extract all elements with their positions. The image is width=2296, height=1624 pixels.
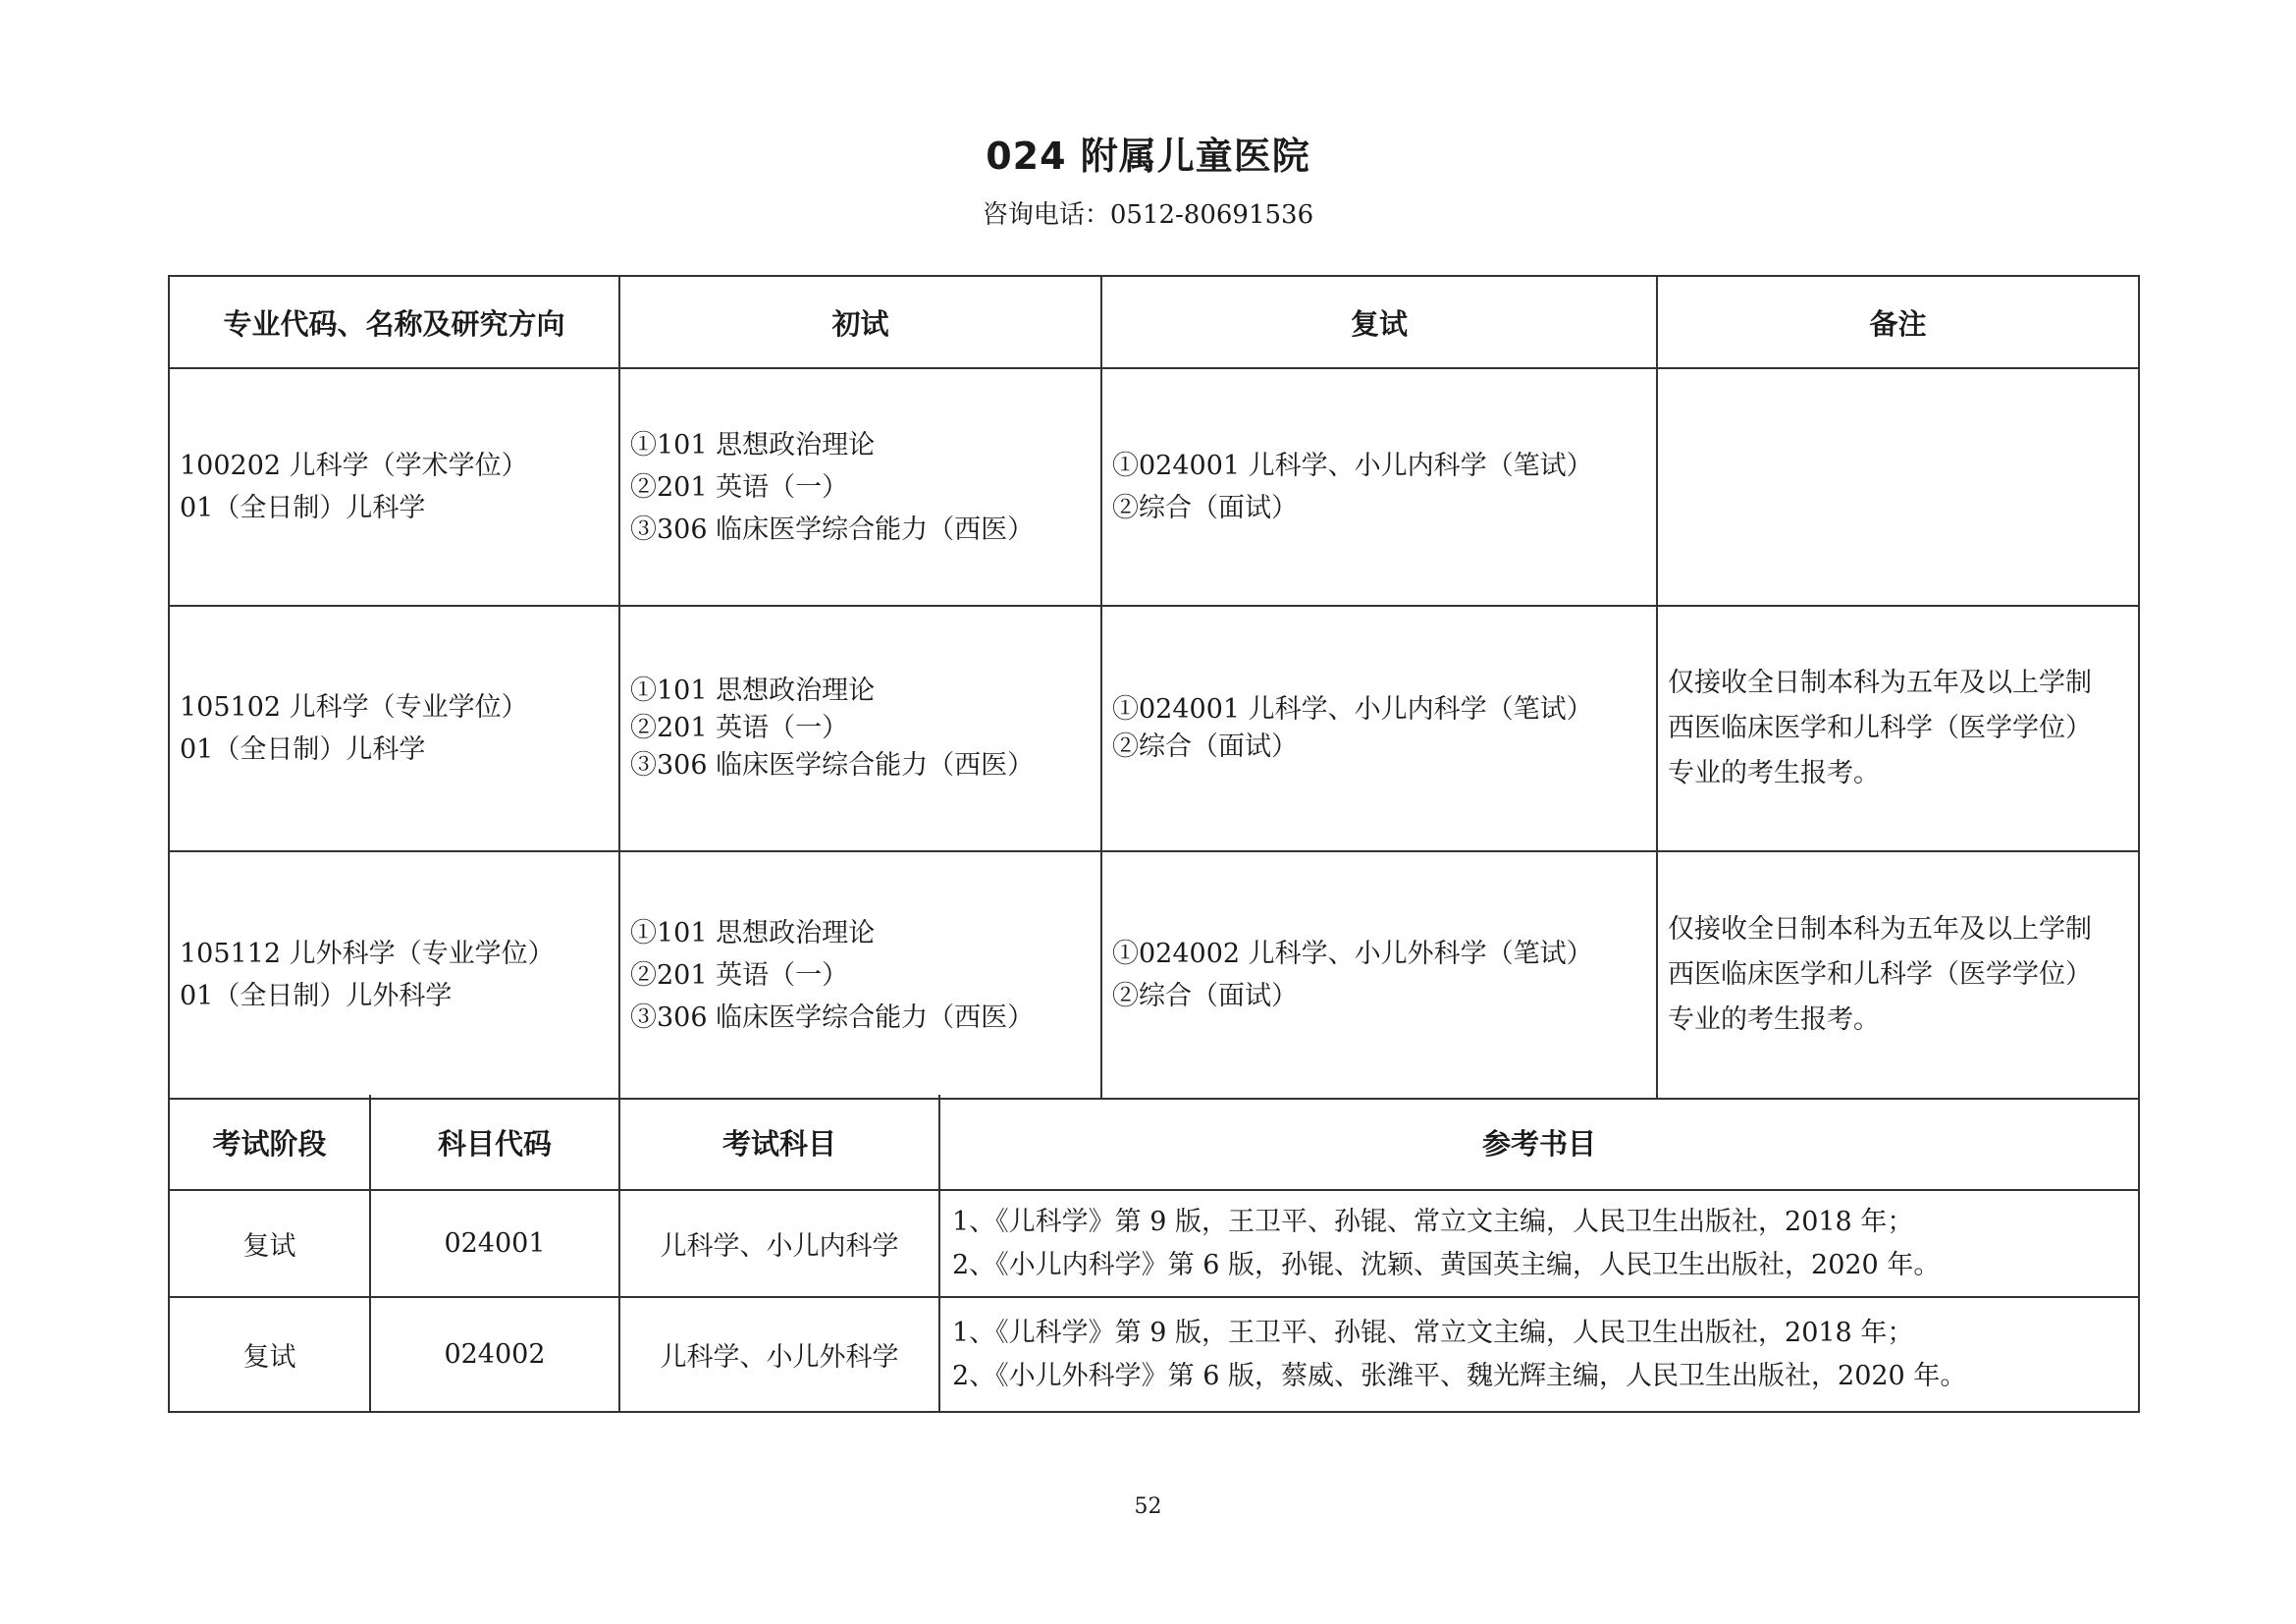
retest-subject: ①024002 儿科学、小儿外科学（笔试） [1112, 939, 1593, 969]
reference-books-table [168, 1095, 2140, 1413]
retest-cell [1101, 368, 1657, 606]
note-line: 专业的考生报考。 [1668, 758, 1880, 788]
page-number: 52 [1134, 1494, 1162, 1519]
subject-code: 024001 [370, 1190, 619, 1297]
exam-subject: 儿科学、小儿外科学 [619, 1297, 939, 1412]
initial-subject: ①101 思想政治理论 [630, 917, 876, 948]
header-reference-books: 参考书目 [939, 1095, 2139, 1190]
initial-subject: ②201 英语（一） [630, 471, 849, 503]
books-header-row [169, 1095, 2139, 1190]
subject-code: 024002 [370, 1297, 619, 1412]
consultation-phone: 咨询电话：0512-80691536 [982, 200, 1314, 230]
note-line: 仅接收全日制本科为五年及以上学制 [1668, 914, 2092, 945]
initial-subject: ②201 英语（一） [630, 959, 849, 991]
header-exam-subject: 考试科目 [619, 1095, 939, 1190]
major-code-name: 100202 儿科学（学术学位） [180, 451, 528, 481]
note-line: 西医临床医学和儿科学（医学学位） [1668, 959, 2092, 990]
retest-subject: ①024001 儿科学、小儿内科学（笔试） [1112, 694, 1593, 725]
retest-subject: ②综合（面试） [1112, 731, 1298, 762]
initial-subject: ③306 临床医学综合能力（西医） [630, 1001, 1035, 1033]
majors-header-row [169, 276, 2139, 368]
table-row [169, 606, 2139, 851]
note-cell [1657, 368, 2139, 606]
table-row [169, 368, 2139, 606]
retest-subject: ②综合（面试） [1112, 981, 1298, 1011]
note-cell [1657, 606, 2139, 851]
major-cell [169, 851, 619, 1099]
table-row [169, 1297, 2139, 1412]
major-code-name: 105102 儿科学（专业学位） [180, 692, 528, 723]
initial-exam-cell [619, 606, 1101, 851]
major-cell [169, 368, 619, 606]
reference-book: 2、《小儿内科学》第 6 版，孙锟、沈颖、黄国英主编，人民卫生出版社，2020 年。 [952, 1249, 1941, 1280]
initial-exam-cell [619, 368, 1101, 606]
research-direction: 01（全日制）儿科学 [180, 493, 426, 523]
table-row [169, 1190, 2139, 1297]
initial-exam-cell [619, 851, 1101, 1099]
initial-subject: ②201 英语（一） [630, 713, 849, 743]
reference-book: 1、《儿科学》第 9 版，王卫平、孙锟、常立文主编，人民卫生出版社，2018 年； [952, 1317, 1914, 1348]
reference-books-cell [939, 1190, 2139, 1297]
retest-subject: ①024001 儿科学、小儿内科学（笔试） [1112, 451, 1593, 481]
major-cell [169, 606, 619, 851]
header-initial-exam: 初试 [619, 276, 1101, 368]
header-exam-stage: 考试阶段 [169, 1095, 370, 1190]
retest-cell [1101, 851, 1657, 1099]
table-row [169, 851, 2139, 1099]
header-note: 备注 [1657, 276, 2139, 368]
initial-subject: ①101 思想政治理论 [630, 676, 876, 706]
reference-book: 2、《小儿外科学》第 6 版，蔡威、张潍平、魏光辉主编，人民卫生出版社，2020 年。 [952, 1360, 1967, 1391]
page-title: 024 附属儿童医院 [986, 135, 1310, 178]
note-line: 专业的考生报考。 [1668, 1004, 1880, 1035]
research-direction: 01（全日制）儿科学 [180, 734, 426, 765]
retest-cell [1101, 606, 1657, 851]
exam-stage: 复试 [169, 1297, 370, 1412]
header-subject-code: 科目代码 [370, 1095, 619, 1190]
exam-subject: 儿科学、小儿内科学 [619, 1190, 939, 1297]
reference-books-cell [939, 1297, 2139, 1412]
initial-subject: ①101 思想政治理论 [630, 429, 876, 460]
note-cell [1657, 851, 2139, 1099]
note-line: 西医临床医学和儿科学（医学学位） [1668, 713, 2092, 743]
reference-book: 1、《儿科学》第 9 版，王卫平、孙锟、常立文主编，人民卫生出版社，2018 年； [952, 1206, 1914, 1237]
initial-subject: ③306 临床医学综合能力（西医） [630, 750, 1035, 781]
header-retest: 复试 [1101, 276, 1657, 368]
research-direction: 01（全日制）儿外科学 [180, 981, 453, 1011]
initial-subject: ③306 临床医学综合能力（西医） [630, 514, 1035, 545]
note-line: 仅接收全日制本科为五年及以上学制 [1668, 668, 2092, 698]
majors-table [168, 275, 2140, 1100]
major-code-name: 105112 儿外科学（专业学位） [180, 939, 555, 969]
exam-stage: 复试 [169, 1190, 370, 1297]
header-major: 专业代码、名称及研究方向 [169, 276, 619, 368]
retest-subject: ②综合（面试） [1112, 493, 1298, 523]
